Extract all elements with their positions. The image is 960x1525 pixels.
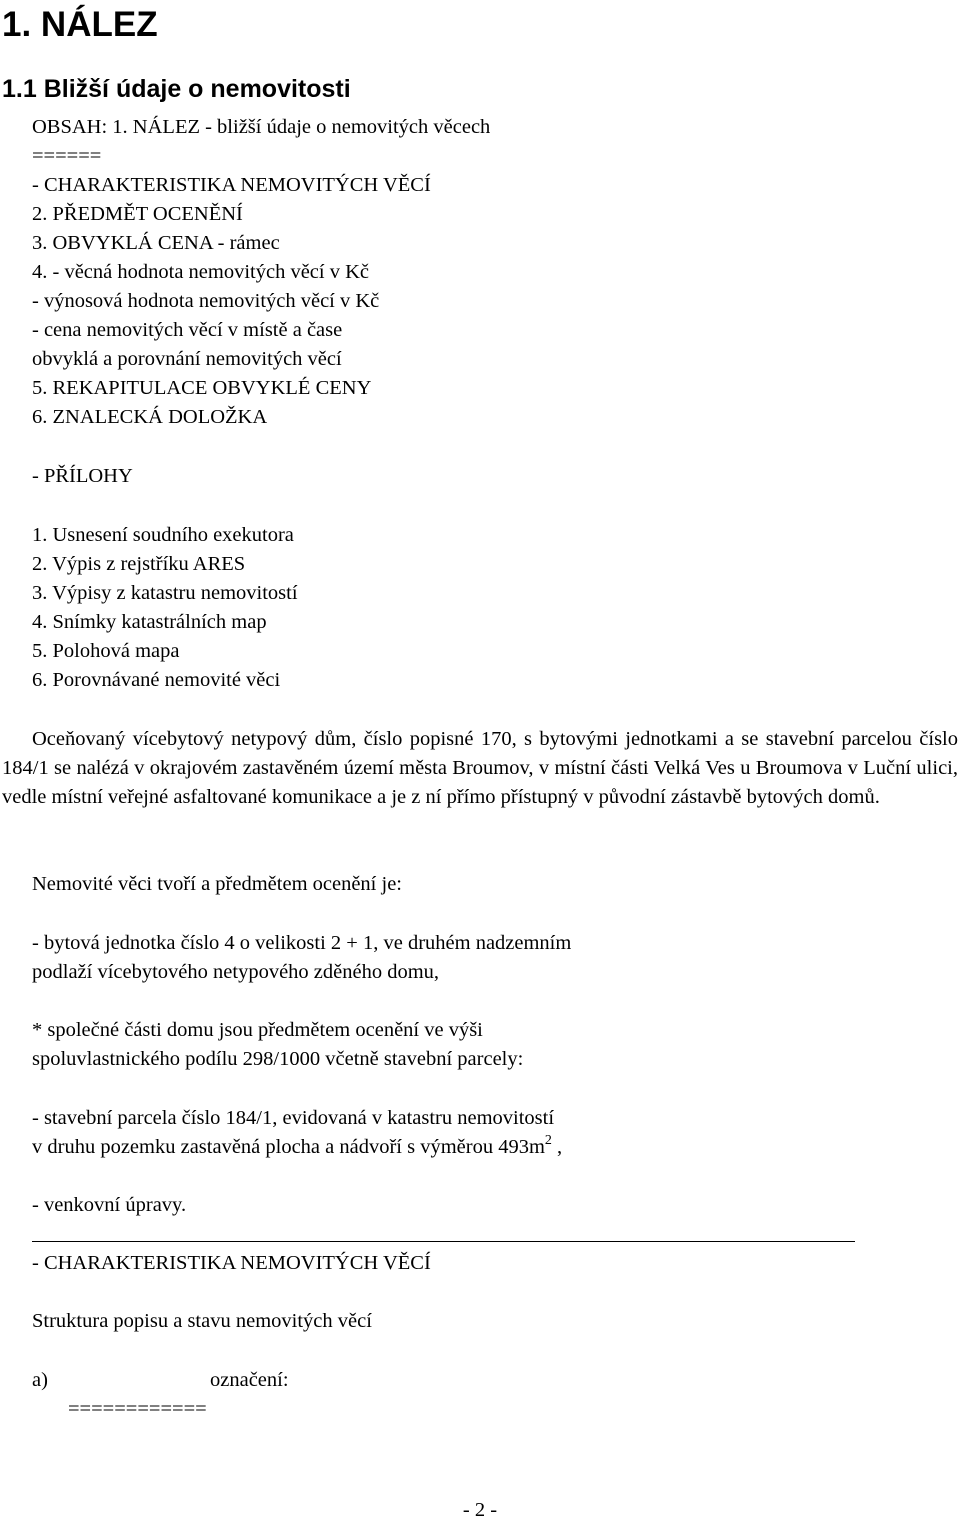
contents-line: 2. PŘEDMĚT OCENĚNÍ <box>32 203 243 225</box>
equals-underline: ============ <box>68 1398 207 1420</box>
attachment-item: 1. Usnesení soudního exekutora <box>32 524 294 546</box>
unit-line-1: - bytová jednotka číslo 4 o velikosti 2 + 1, ve druhém nadzemním <box>32 932 572 954</box>
contents-line: obvyklá a porovnání nemovitých věcí <box>32 348 342 370</box>
common-parts-line-1: * společné části domu jsou předmětem ocenění ve výši <box>32 1019 483 1041</box>
contents-line: 3. OBVYKLÁ CENA - rámec <box>32 232 280 254</box>
document-title: 1. NÁLEZ <box>2 5 158 44</box>
unit-line-2: podlaží vícebytového netypového zděného domu, <box>32 961 440 983</box>
structure-title: Struktura popisu a stavu nemovitých věcí <box>32 1310 372 1332</box>
page-number: - 2 - <box>462 1499 498 1521</box>
area-superscript: 2 <box>544 1133 552 1148</box>
contents-line: - cena nemovitých věcí v místě a čase <box>32 319 343 341</box>
contents-line: 4. - věcná hodnota nemovitých věcí v Kč <box>32 261 369 283</box>
parcel-line-1: - stavební parcela číslo 184/1, evidovaná v katastru nemovitostí <box>32 1107 555 1129</box>
attachment-item: 5. Polohová mapa <box>32 640 180 662</box>
contents-line: 6. ZNALECKÁ DOLOŽKA <box>32 406 268 428</box>
attachment-item: 6. Porovnávané nemovité věci <box>32 669 281 691</box>
parcel-line-2-text: v druhu pozemku zastavěná plocha a nádvoří s výměrou 493m <box>32 1136 545 1158</box>
separator-line <box>32 1241 855 1242</box>
attachments-title: - PŘÍLOHY <box>32 465 133 487</box>
attachment-item: 3. Výpisy z katastru nemovitostí <box>32 582 298 604</box>
outdoor-works: - venkovní úpravy. <box>32 1194 187 1216</box>
property-description-text: Oceňovaný vícebytový netypový dům, číslo popisné 170, s bytovými jednotkami a se stavební parcelou číslo 184/1 se nalézá v okrajovém zastavěném území města Broumov, v místní části Velká Ves u Broumova v Luční ulici, vedle místní veřejné asfaltované komunikace a je z ní přímo přístupný v původní zástavbě bytových domů. <box>2 728 958 808</box>
item-a <box>32 1366 289 1395</box>
common-parts-line-2: spoluvlastnického podílu 298/1000 včetně stavební parcely: <box>32 1048 524 1070</box>
parcel-line-2-tail: , <box>551 1136 563 1158</box>
parcel-line-2 <box>32 1133 562 1162</box>
item-a-label: a) <box>32 1369 48 1391</box>
subject-intro: Nemovité věci tvoří a předmětem ocenění je: <box>32 873 402 895</box>
section-title: 1.1 Bližší údaje o nemovitosti <box>2 75 351 103</box>
characteristics-title: - CHARAKTERISTIKA NEMOVITÝCH VĚCÍ <box>32 1252 431 1274</box>
contents-line: OBSAH: 1. NÁLEZ - bližší údaje o nemovitých věcech <box>32 116 491 138</box>
contents-line: - výnosová hodnota nemovitých věcí v Kč <box>32 290 380 312</box>
attachment-item: 2. Výpis z rejstříku ARES <box>32 553 246 575</box>
attachment-item: 4. Snímky katastrálních map <box>32 611 267 633</box>
contents-line: 5. REKAPITULACE OBVYKLÉ CENY <box>32 377 372 399</box>
contents-line: - CHARAKTERISTIKA NEMOVITÝCH VĚCÍ <box>32 174 431 196</box>
contents-line: ====== <box>32 145 102 167</box>
property-description <box>2 725 958 812</box>
item-a-text: označení: <box>210 1369 289 1391</box>
